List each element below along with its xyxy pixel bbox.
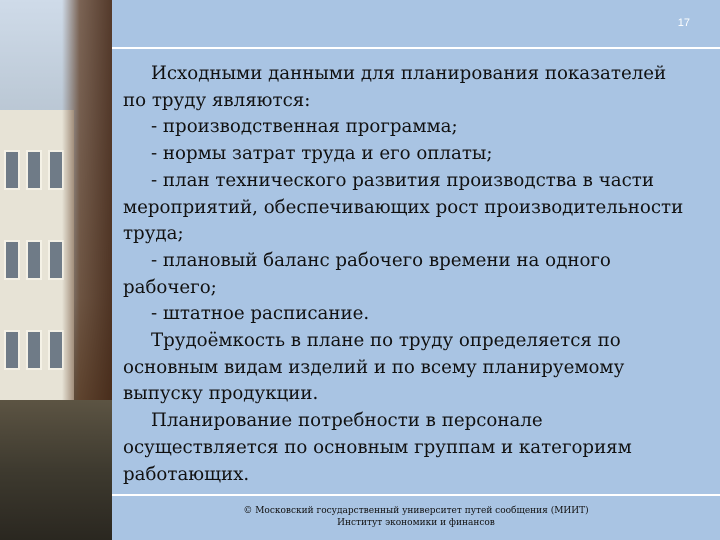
list-item: - штатное расписание. <box>151 303 370 325</box>
footer-copyright: © Московский государственный университет путей сообщения (МИИТ) <box>243 506 589 516</box>
window-decoration <box>26 150 42 190</box>
footer-divider <box>112 494 720 496</box>
intro-paragraph: Исходными данными для планирования показателей по труду являются: <box>123 63 667 111</box>
slide-body <box>123 61 695 488</box>
header-divider <box>112 47 720 49</box>
list-item: - производственная программа; <box>151 116 458 138</box>
footer-institute: Институт экономики и финансов <box>337 518 495 528</box>
list-item: - нормы затрат труда и его оплаты; <box>151 143 493 165</box>
list-item: - плановый баланс рабочего времени на одного рабочего; <box>123 249 611 298</box>
window-decoration <box>4 240 20 280</box>
window-decoration <box>4 330 20 370</box>
window-decoration <box>26 240 42 280</box>
ground-image <box>0 400 112 540</box>
list-item: - план технического развития производства в части мероприятий, обеспечивающих рост производительности труда; <box>123 169 684 245</box>
tree-image <box>62 0 112 420</box>
window-decoration <box>4 150 20 190</box>
page-number: 17 <box>677 17 690 29</box>
staffing-paragraph: Планирование потребности в персонале осуществляется по основным группам и категориям работающих. <box>123 410 632 485</box>
window-decoration <box>26 330 42 370</box>
background-photo <box>0 0 112 540</box>
labor-intensity-paragraph: Трудоёмкость в плане по труду определяется по основным видам изделий и по всему планируемому выпуску продукции. <box>123 330 625 405</box>
footer <box>112 505 720 529</box>
